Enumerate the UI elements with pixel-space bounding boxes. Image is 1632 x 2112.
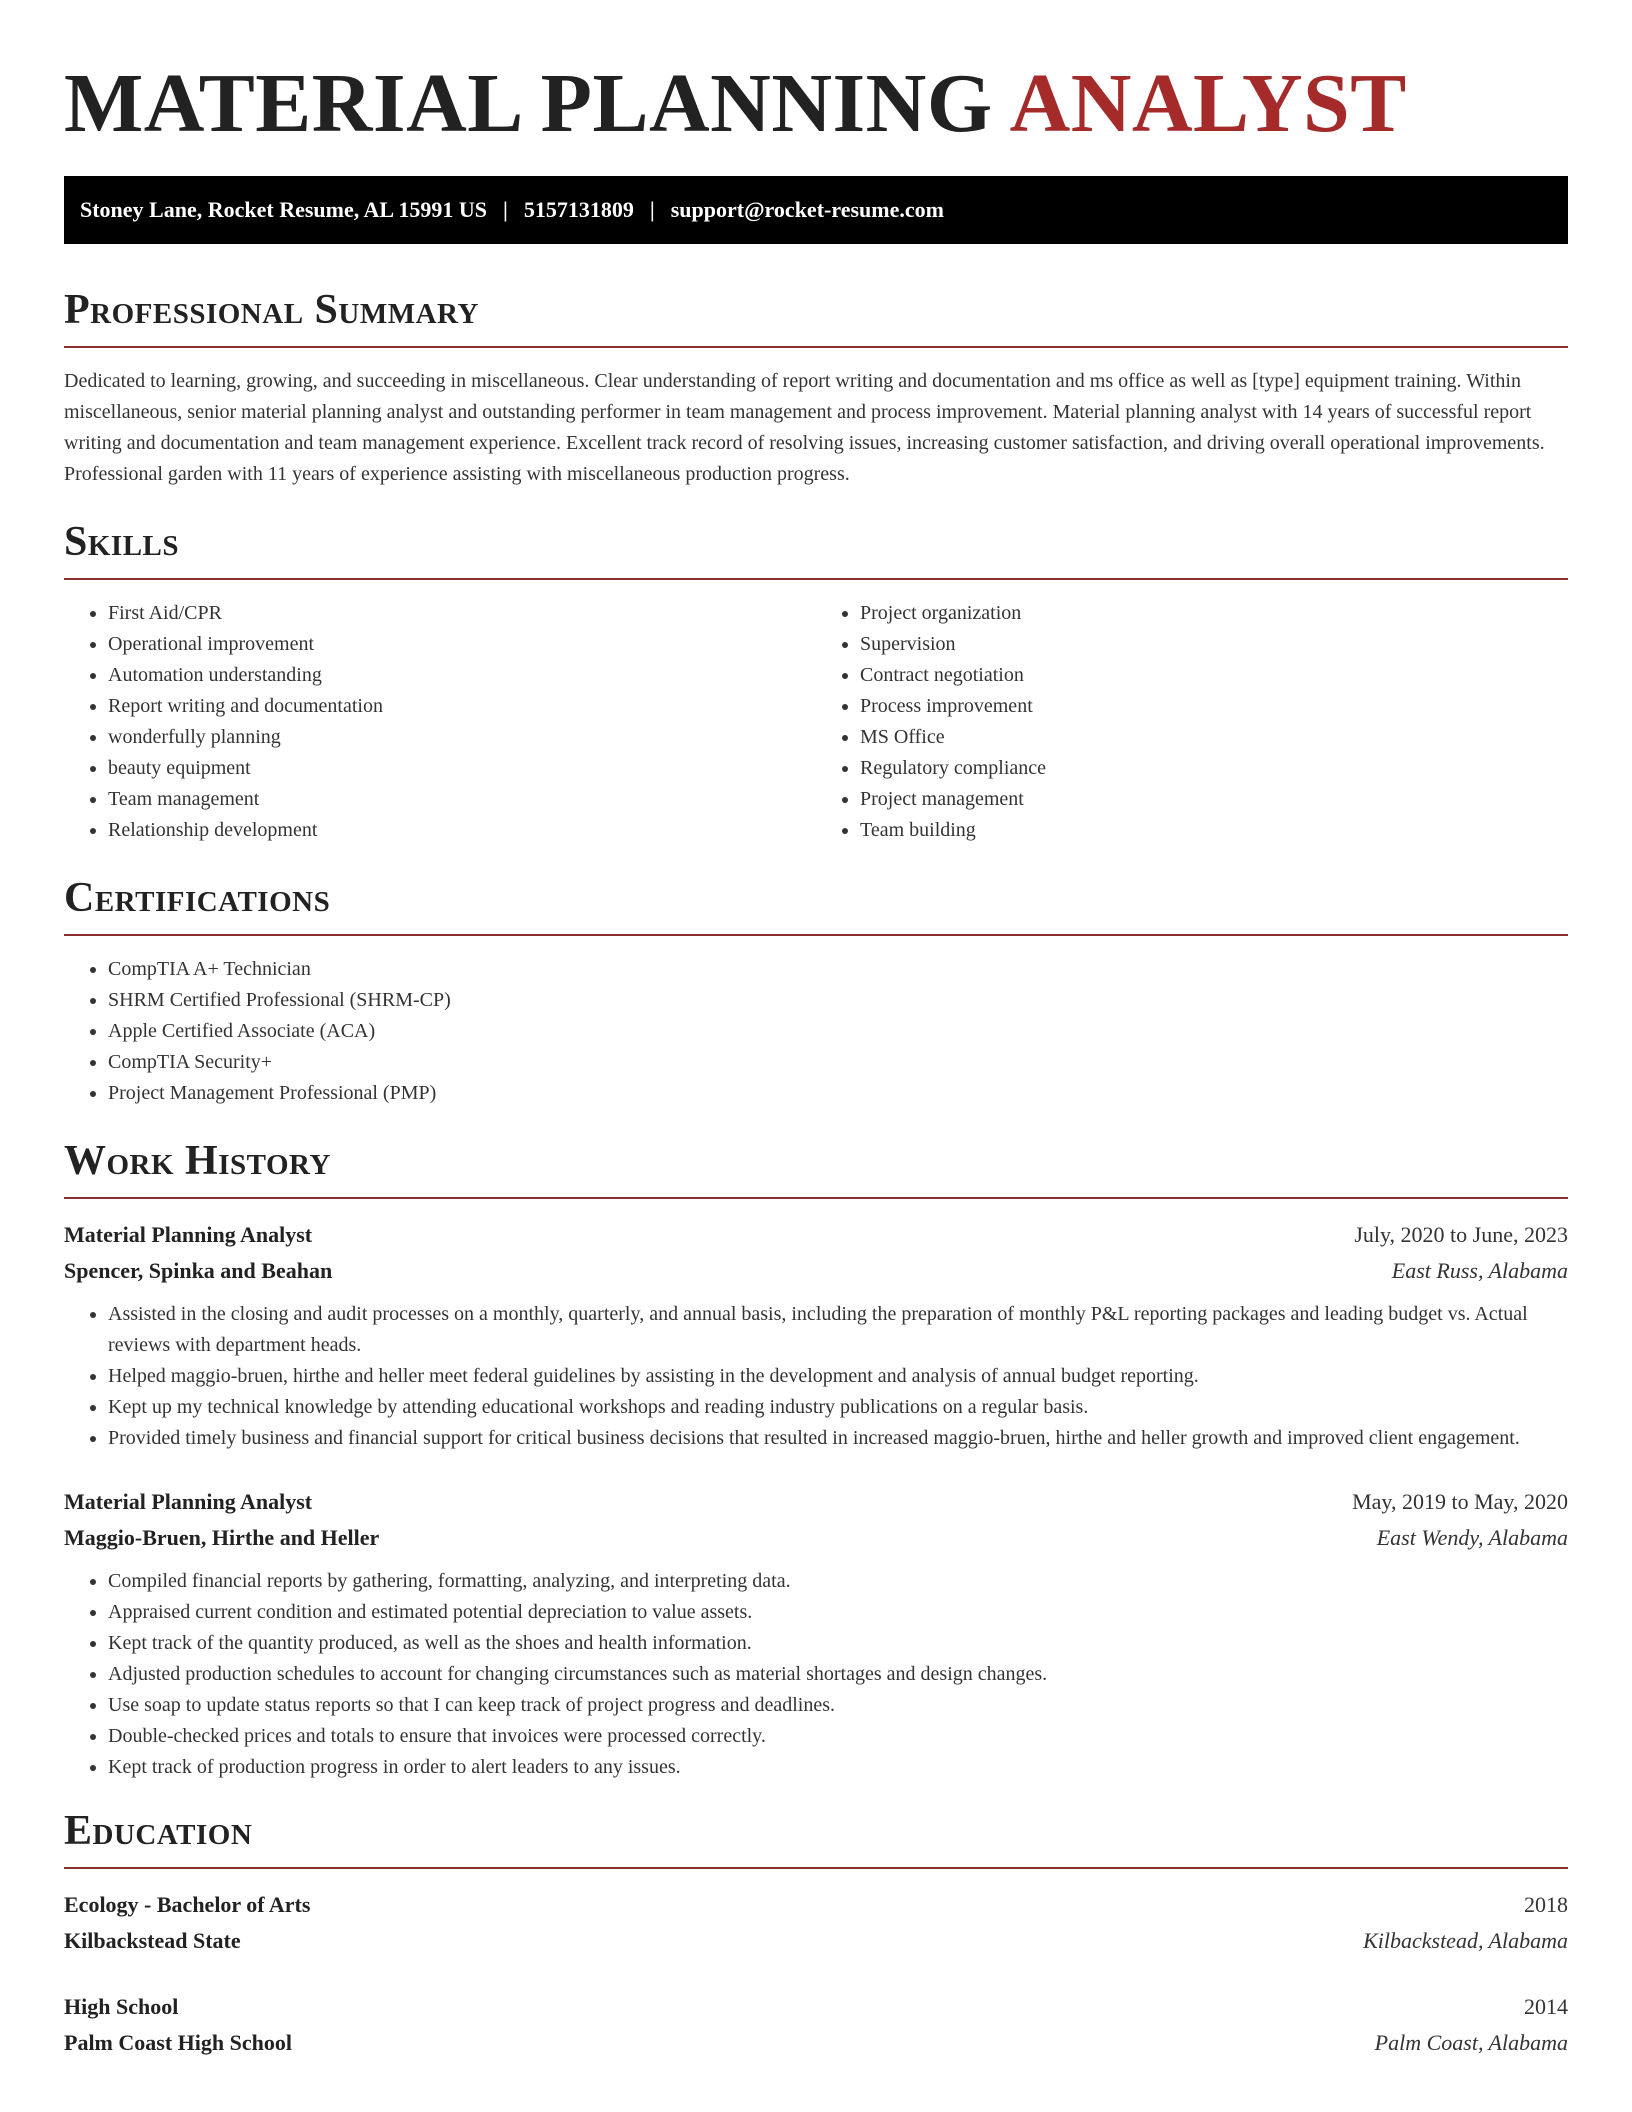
job-header-row	[64, 1217, 1568, 1253]
skills-grid	[64, 598, 1568, 846]
list-item: • Apple Certified Associate (ACA)	[108, 1016, 1568, 1047]
skills-section	[64, 520, 1568, 846]
section-title: Professional Summary	[64, 287, 479, 333]
job-header-row	[64, 1484, 1568, 1520]
section-title: Work History	[64, 1138, 331, 1184]
job-location: East Russ, Alabama	[1391, 1258, 1568, 1283]
job-company-row	[64, 1520, 1568, 1556]
education-location: Palm Coast, Alabama	[1374, 2030, 1568, 2055]
name-accent: ANALYST	[1009, 57, 1407, 150]
list-item: • SHRM Certified Professional (SHRM-CP)	[108, 985, 1568, 1016]
education-school: Palm Coast High School	[64, 2030, 292, 2055]
job-dates: May, 2019 to May, 2020	[1352, 1489, 1568, 1514]
list-item: • Regulatory compliance	[860, 753, 1568, 784]
job-company: Maggio-Bruen, Hirthe and Heller	[64, 1525, 380, 1550]
section-divider	[64, 578, 1568, 580]
list-item: • Compiled financial reports by gathering, formatting, analyzing, and interpreting data.	[108, 1566, 1568, 1597]
list-item: • Team building	[860, 815, 1568, 846]
skills-list-right	[816, 598, 1568, 846]
contact-separator: |	[649, 197, 655, 222]
list-item: • beauty equipment	[108, 753, 816, 784]
list-item: • Automation understanding	[108, 660, 816, 691]
list-item: • Supervision	[860, 629, 1568, 660]
education-section	[64, 1809, 1568, 2061]
section-divider	[64, 1867, 1568, 1869]
education-header-row	[64, 1887, 1568, 1923]
education-degree: Ecology - Bachelor of Arts	[64, 1892, 311, 1917]
education-location: Kilbackstead, Alabama	[1363, 1928, 1568, 1953]
section-divider	[64, 346, 1568, 348]
list-item: • Team management	[108, 784, 816, 815]
job-bullets	[64, 1566, 1568, 1783]
section-title: Skills	[64, 519, 180, 565]
list-item: • Project organization	[860, 598, 1568, 629]
contact-phone: 5157131809	[523, 197, 634, 222]
list-item: • CompTIA Security+	[108, 1047, 1568, 1078]
section-divider	[64, 1197, 1568, 1199]
education-degree: High School	[64, 1994, 179, 2019]
list-item: • Provided timely business and financial support for critical business decisions that resulted in increased maggio-bruen, hirthe and heller growth and improved client engagement.	[108, 1423, 1568, 1454]
section-title: Education	[64, 1808, 253, 1854]
job-location: East Wendy, Alabama	[1376, 1525, 1568, 1550]
job-entry	[64, 1217, 1568, 1454]
list-item: • Contract negotiation	[860, 660, 1568, 691]
education-year: 2014	[1524, 1994, 1568, 2019]
list-item: • Project management	[860, 784, 1568, 815]
contact-separator: |	[503, 197, 508, 222]
list-item: • Kept track of the quantity produced, as well as the shoes and health information.	[108, 1628, 1568, 1659]
list-item: • CompTIA A+ Technician	[108, 954, 1568, 985]
list-item: • Adjusted production schedules to account for changing circumstances such as material shortages and design changes.	[108, 1659, 1568, 1690]
contact-email: support@rocket-resume.com	[670, 197, 944, 222]
list-item: • MS Office	[860, 722, 1568, 753]
education-entry	[64, 1989, 1568, 2061]
section-title: Certifications	[64, 875, 331, 921]
list-item: • Kept up my technical knowledge by attending educational workshops and reading industry publications on a regular basis.	[108, 1392, 1568, 1423]
contact-bar	[64, 176, 1568, 244]
job-company: Spencer, Spinka and Beahan	[64, 1258, 333, 1283]
section-divider	[64, 934, 1568, 936]
contact-address: Stoney Lane, Rocket Resume, AL 15991 US	[80, 197, 488, 222]
list-item: • Double-checked prices and totals to ensure that invoices were processed correctly.	[108, 1721, 1568, 1752]
education-year: 2018	[1524, 1892, 1568, 1917]
work-history-section	[64, 1139, 1568, 1783]
certifications-list	[64, 954, 1568, 1109]
education-entry	[64, 1887, 1568, 1959]
list-item: • Process improvement	[860, 691, 1568, 722]
education-school-row	[64, 1923, 1568, 1959]
skills-list-left	[64, 598, 816, 846]
list-item: • Report writing and documentation	[108, 691, 816, 722]
name-first: MATERIAL PLANNING	[64, 57, 993, 150]
education-school: Kilbackstead State	[64, 1928, 241, 1953]
education-header-row	[64, 1989, 1568, 2025]
resume-name	[64, 54, 1568, 154]
list-item: • Helped maggio-bruen, hirthe and heller meet federal guidelines by assisting in the development and analysis of annual budget reporting.	[108, 1361, 1568, 1392]
job-role: Material Planning Analyst	[64, 1489, 313, 1514]
list-item: • Use soap to update status reports so that I can keep track of project progress and deadlines.	[108, 1690, 1568, 1721]
job-entry	[64, 1484, 1568, 1783]
summary-section	[64, 288, 1568, 490]
job-company-row	[64, 1253, 1568, 1289]
certifications-section	[64, 876, 1568, 1109]
job-bullets	[64, 1299, 1568, 1454]
job-role: Material Planning Analyst	[64, 1222, 313, 1247]
education-school-row	[64, 2025, 1568, 2061]
list-item: • Kept track of production progress in order to alert leaders to any issues.	[108, 1752, 1568, 1783]
list-item: • Project Management Professional (PMP)	[108, 1078, 1568, 1109]
list-item: • wonderfully planning	[108, 722, 816, 753]
list-item: • Operational improvement	[108, 629, 816, 660]
summary-text: Dedicated to learning, growing, and succeeding in miscellaneous. Clear understanding of report writing and documentation and ms office as well as [type] equipment training. Within miscellaneous, senior material planning analyst and outstanding performer in team management and process improvement. Material planning analyst with 14 years of successful report writing and documentation and team management experience. Excellent track record of resolving issues, increasing customer satisfaction, and driving overall operational improvements. Professional garden with 11 years of experience assisting with miscellaneous production progress.	[64, 370, 1545, 485]
list-item: • Relationship development	[108, 815, 816, 846]
list-item: • First Aid/CPR	[108, 598, 816, 629]
job-dates: July, 2020 to June, 2023	[1354, 1222, 1568, 1247]
list-item: • Appraised current condition and estimated potential depreciation to value assets.	[108, 1597, 1568, 1628]
list-item: • Assisted in the closing and audit processes on a monthly, quarterly, and annual basis, including the preparation of monthly P&L reporting packages and leading budget vs. Actual reviews with department heads.	[108, 1299, 1568, 1361]
